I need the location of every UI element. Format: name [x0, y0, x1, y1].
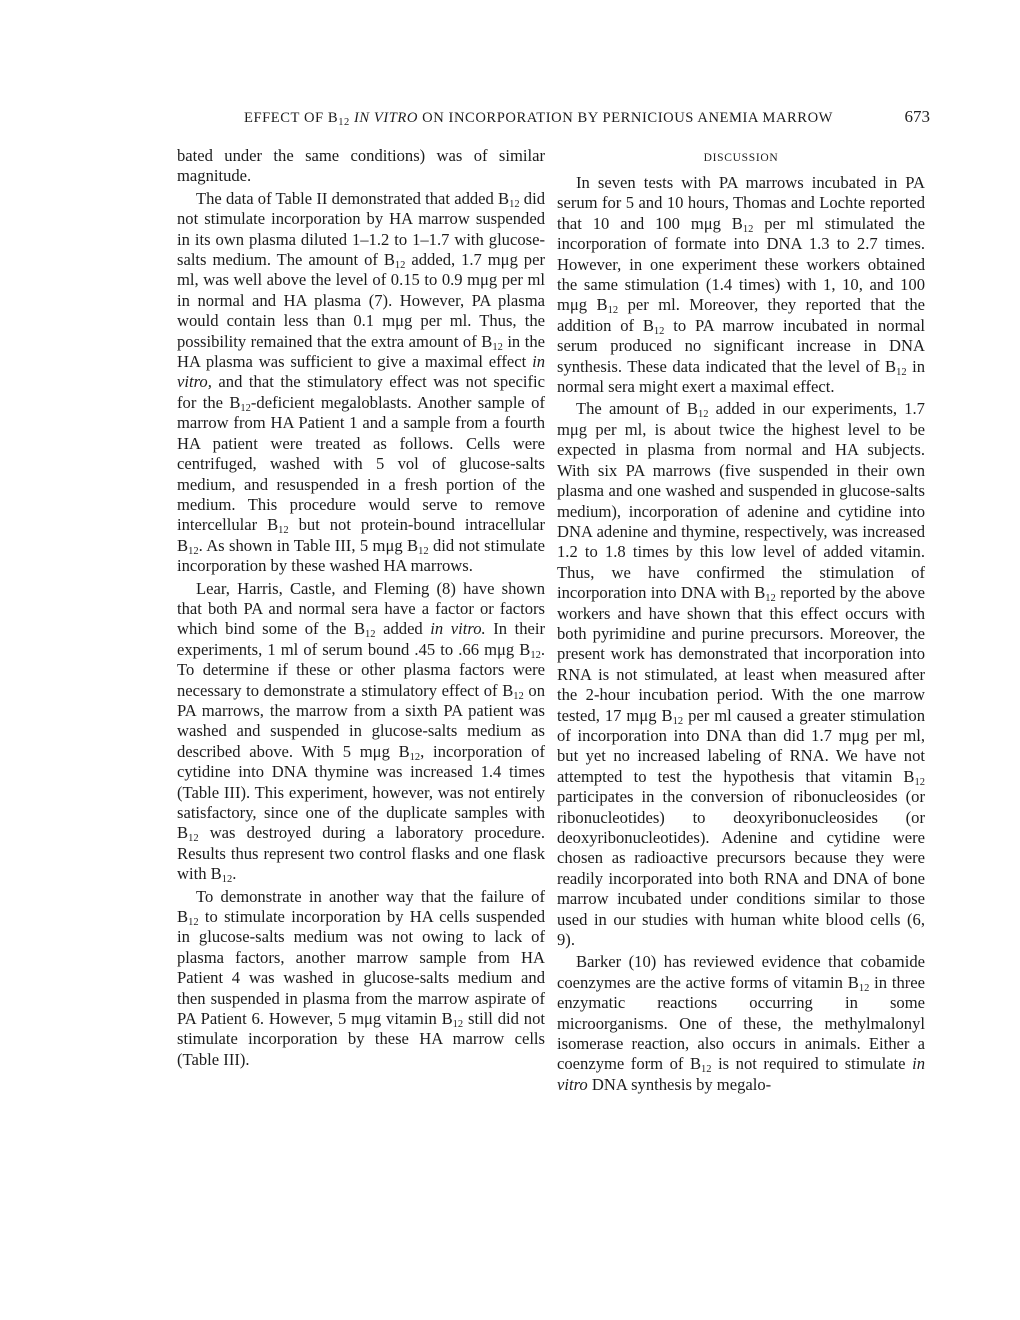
running-head [244, 110, 844, 127]
subscript: 12 [338, 117, 350, 128]
running-head-text: EFFECT OF B [244, 110, 339, 126]
running-head-text: ON INCORPORATION BY PERNICIOUS ANEMIA MARROW [417, 110, 834, 126]
paragraph: The data of Table II demonstrated that added $B_{12}$ did not stimulate incorporation by HA marrow suspended in its own plasma diluted 1–1.2 to 1–1.7 with glucose-salts medium. The amount of $B_{12}$ added, 1.7 mμg per ml, was well above the level of 0.15 to 0.9 mμg per ml in normal and HA plasma (7). However, PA plasma would contain less than 0.1 mμg per ml. Thus, the possibility remained that the extra amount of $B_{12}$ in the HA plasma was sufficient to give a maximal effect in vitro, and that the stimulatory effect was not specific for the $B_{12}$-deficient megaloblasts. Another sample of marrow from HA Patient 1 and a sample from a fourth HA patient were treated as follows. Cells were centrifuged, washed with 5 vol of glucose-salts medium, and resuspended in a fresh portion of the medium. This procedure would serve to remove intercellular $B_{12}$ but not protein-bound intracellular $B_{12}$. As shown in Table III, 5 mμg $B_{12}$ did not stimulate incorporation by these washed HA marrows. [177, 188, 546, 576]
page-number: 673 [904, 107, 930, 126]
italic-term: in vitro, [177, 352, 545, 392]
section-heading-discussion: DISCUSSION [703, 152, 779, 164]
paragraph: In seven tests with PA marrows incubated in PA serum for 5 and 10 hours, Thomas and Lochte reported that 10 and 100 mμg $B_{12}$ per ml stimulated the incorporation of formate into DNA 1.3 to 2.7 times. However, in one experiment these workers obtained the same stimulation (1.4 times) with 1, 10, and 100 mμg $B_{12}$ per ml. Moreover, they reported that the addition of $B_{12}$ to PA marrow incubated in normal serum produced no significant increase in DNA synthesis. These data indicated that the level of $B_{12}$ in normal sera might exert a maximal effect. [557, 173, 925, 397]
paragraph: Lear, Harris, Castle, and Fleming (8) have shown that both PA and normal sera have a factor or factors which bind some of the $B_{12}$ added in vitro. In their experiments, 1 ml of serum bound .45 to .66 mμg $B_{12}$. To determine if these or other plasma factors were necessary to demonstrate a stimulatory effect of $B_{12}$ on PA marrows, the marrow from a sixth PA patient was washed and suspended in glucose-salts medium as described above. With 5 mμg $B_{12}$, incorporation of cytidine into DNA thymine was increased 1.4 times (Table III). This experiment, however, was not entirely satisfactory, since one of the duplicate samples with $B_{12}$ was destroyed during a laboratory procedure. Results thus represent two control flasks and one flask with $B_{12}$. [177, 578, 545, 886]
paragraph: Barker (10) has reviewed evidence that cobamide coenzymes are the active forms of vitamin $B_{12}$ in three enzymatic reactions occurring in some microorganisms. One of these, the methylmalonyl isomerase reaction, also occurs in animals. Either a coenzyme form of $B_{12}$ is not required to stimulate in vitro DNA synthesis by megalo- [557, 952, 925, 1094]
italic-term: in vitro [557, 1054, 925, 1094]
paragraph: The amount of $B_{12}$ added in our experiments, 1.7 mμg per ml, is about twice the highest level to be expected in plasma from normal and HA subjects. With six PA marrows (five suspended in their own plasma and one washed and suspended in glucose-salts medium), incorporation of adenine and cytidine into DNA adenine and thymine, respectively, was increased 1.2 to 1.8 times by this low level of added vitamin. Thus, we have confirmed the stimulation of incorporation into DNA with $B_{12}$ reported by the above workers and have shown that this effect occurs with both pyrimidine and purine precursors. Moreover, the present work has demonstrated that incorporation into RNA is not stimulated, at least when measured after the 2-hour incubation period. With the one marrow tested, 17 mμg $B_{12}$ per ml caused a greater stimulation of incorporation into DNA than did 1.7 mμg per ml, but yet no increased labeling of RNA. We have not attempted to test the hypothesis that vitamin $B_{12}$ participates in the conversion of ribonucleosides (or ribonucleotides) to deoxyribonucleosides (or deoxyribonucleotides). Adenine and cytidine were chosen as radioactive precursors because they were readily incorporated into both RNA and DNA of bone marrow incubated under conditions similar to those used in our studies with human white blood cells (6, 9). [557, 399, 925, 950]
paragraph: bated under the same conditions) was of similar magnitude. [177, 146, 545, 186]
running-head-italic: IN VITRO [349, 110, 418, 126]
paragraph: To demonstrate in another way that the failure of $B_{12}$ to stimulate incorporation by HA cells suspended in glucose-salts medium was not owing to lack of plasma factors, another marrow sample from HA Patient 4 was washed in glucose-salts medium and then suspended in plasma from the marrow aspirate of PA Patient 6. However, 5 mμg vitamin $B_{12}$ still did not stimulate incorporation by these HA marrow cells (Table III). [177, 886, 545, 1069]
left-column [177, 146, 545, 1070]
italic-term: in vitro. [430, 619, 486, 639]
right-column [557, 146, 925, 1095]
